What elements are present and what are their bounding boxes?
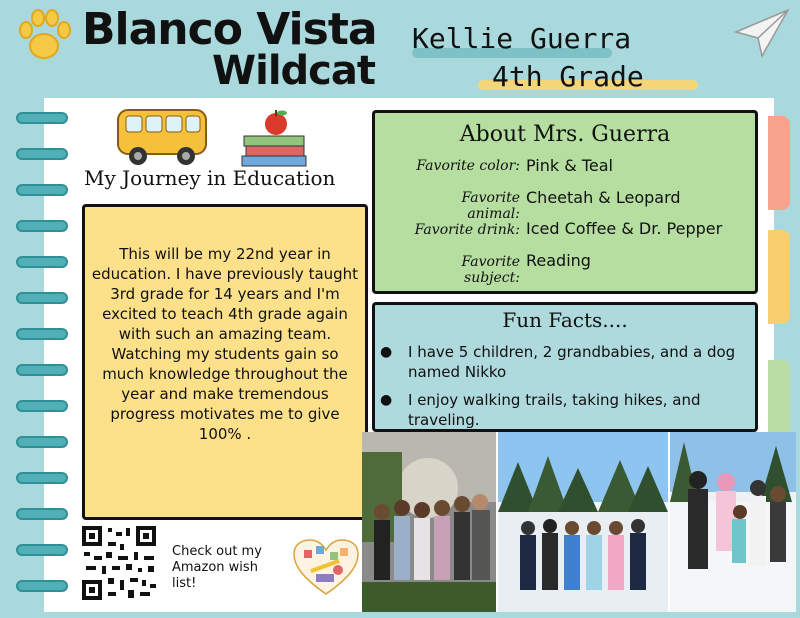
fun-facts-title: Fun Facts.... <box>502 308 628 332</box>
spiral-ring <box>16 148 68 160</box>
favorite-drink-value: Iced Coffee & Dr. Pepper <box>526 219 723 238</box>
snow-trip-photo <box>498 432 668 612</box>
spiral-ring <box>16 508 68 520</box>
school-bus-icon <box>112 100 212 170</box>
favorite-drink-label: Favorite drink: <box>414 222 520 238</box>
journey-title: My Journey in Education <box>84 166 336 190</box>
family-snow-photo <box>670 432 796 612</box>
spiral-ring <box>16 328 68 340</box>
school-name-line1: Blanco Vista <box>82 4 377 55</box>
spiral-ring <box>16 364 68 376</box>
bullet-icon: ● <box>380 344 393 360</box>
spiral-ring <box>16 400 68 412</box>
spiral-ring <box>16 256 68 268</box>
notebook-tab <box>768 360 790 440</box>
school-supplies-heart-icon <box>290 536 362 598</box>
school-name-line2: Wildcat <box>212 48 375 94</box>
teacher-name: Kellie Guerra <box>412 22 632 55</box>
notebook-tab <box>768 116 790 210</box>
paper-plane-icon <box>732 6 792 62</box>
about-title: About Mrs. Guerra <box>459 122 671 147</box>
favorite-animal-value: Cheetah & Leopard <box>526 188 681 207</box>
favorite-animal-label: Favorite animal: <box>461 190 520 222</box>
bullet-icon: ● <box>380 392 393 408</box>
spiral-ring <box>16 292 68 304</box>
spiral-ring <box>16 112 68 124</box>
favorite-color-label: Favorite color: <box>416 158 520 174</box>
family-photo <box>362 432 496 612</box>
story-text: This will be my 22nd year in education. I have previously taught 3rd grade for 14 years and I'm excited to teach 4th grade again with such an amazing team. Watching my students gain so much knowledge throughout the year and make tremendous progress motivates me to give 100% . <box>91 245 359 443</box>
spiral-ring <box>16 544 68 556</box>
spiral-ring <box>16 184 68 196</box>
spiral-ring <box>16 220 68 232</box>
favorite-subject-value: Reading <box>526 251 591 270</box>
notebook-tab <box>768 230 790 324</box>
fun-fact-item: I enjoy walking trails, taking hikes, and traveling. <box>408 391 701 429</box>
qr-code[interactable] <box>78 522 160 604</box>
favorite-subject-label: Favorite subject: <box>461 254 520 286</box>
spiral-ring <box>16 472 68 484</box>
fun-fact-item: I have 5 children, 2 grandbabies, and a dog named Nikko <box>408 343 736 381</box>
favorite-color-value: Pink & Teal <box>526 156 613 175</box>
spiral-ring <box>16 580 68 592</box>
grade-label: 4th Grade <box>492 60 644 93</box>
paw-icon <box>14 8 74 64</box>
books-apple-icon <box>238 108 310 170</box>
wishlist-text: Check out my Amazon wish list! <box>172 544 262 591</box>
spiral-ring <box>16 436 68 448</box>
